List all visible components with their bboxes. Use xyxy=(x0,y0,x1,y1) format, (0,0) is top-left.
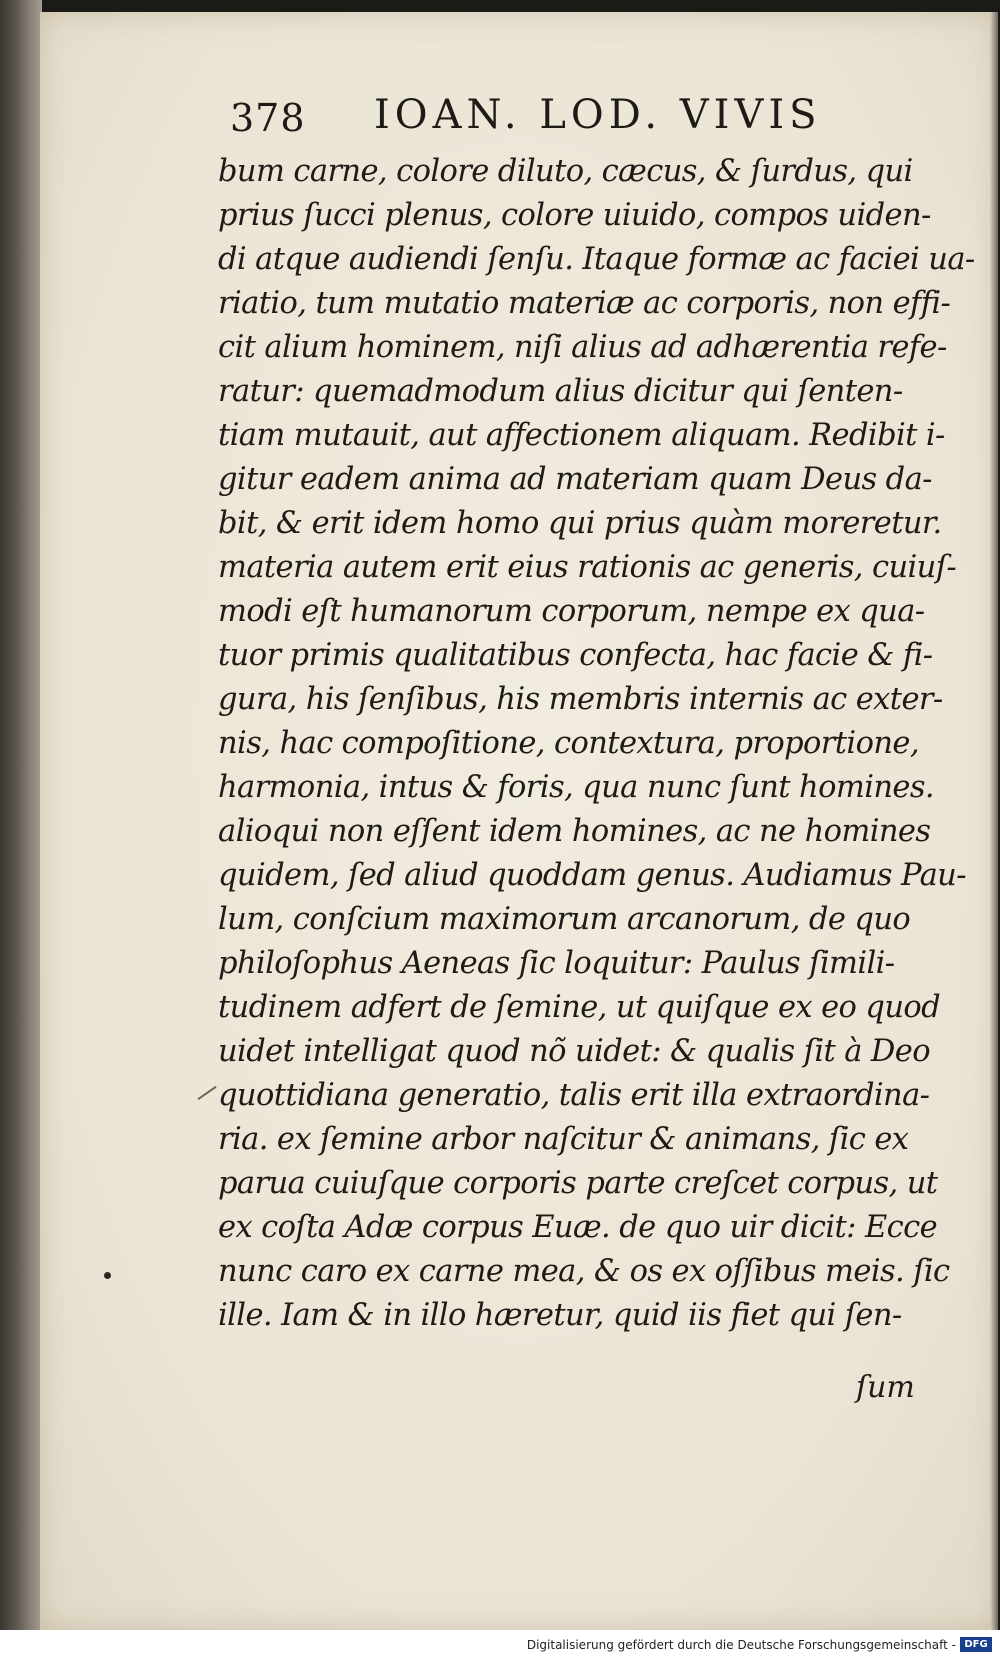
digitization-footer xyxy=(0,1630,1000,1661)
text-line: gitur eadem anima ad materiam quam Deus da- xyxy=(218,462,932,497)
ink-speck xyxy=(104,1272,111,1279)
text-line: quidem, ſed aliud quoddam genus. Audiamus Pau- xyxy=(218,858,966,893)
text-line: harmonia, intus & foris, qua nunc ſunt homines. xyxy=(218,770,934,805)
text-line: nis, hac compoſitione, contextura, proportione, xyxy=(218,726,919,761)
body-text xyxy=(218,150,975,1338)
text-line: ille. Iam & in illo hæretur, quid iis fiet qui ſen- xyxy=(218,1298,902,1333)
text-line: materia autem erit eius rationis ac generis, cuiuſ- xyxy=(218,550,957,585)
catchword: ſum xyxy=(856,1370,915,1405)
text-line: bum carne, colore diluto, cæcus, & ſurdus, qui xyxy=(218,154,913,189)
text-line: riatio, tum mutatio materiæ ac corporis, non effi- xyxy=(218,286,951,321)
text-line: philoſophus Aeneas ſic loquitur: Paulus ſimili- xyxy=(218,946,895,981)
text-line: quottidiana generatio, talis erit illa extraordina- xyxy=(218,1078,930,1113)
text-line: di atque audiendi ſenſu. Itaque formæ ac faciei ua- xyxy=(218,242,975,277)
text-line: ria. ex ſemine arbor naſcitur & animans, ſic ex xyxy=(218,1122,909,1157)
text-line: tiam mutauit, aut affectionem aliquam. Redibit i- xyxy=(218,418,945,453)
text-line: bit, & erit idem homo qui prius quàm moreretur. xyxy=(218,506,942,541)
text-line: prius ſucci plenus, colore uiuido, compos uiden- xyxy=(218,198,931,233)
text-line: uidet intelligat quod nõ uidet: & qualis ſit à Deo xyxy=(218,1034,930,1069)
text-line: ratur: quemadmodum alius dicitur qui ſenten- xyxy=(218,374,903,409)
footer-credit: Digitalisierung gefördert durch die Deutsche Forschungsgemeinschaft - xyxy=(526,1638,956,1652)
text-line: parua cuiuſque corporis parte creſcet corpus, ut xyxy=(218,1166,938,1201)
text-line: modi eſt humanorum corporum, nempe ex qua- xyxy=(218,594,925,629)
text-line: tudinem adfert de ſemine, ut quiſque ex eo quod xyxy=(218,990,941,1025)
text-line: ex coſta Adæ corpus Euæ. de quo uir dicit: Ecce xyxy=(218,1210,938,1245)
text-line: lum, conſcium maximorum arcanorum, de quo xyxy=(218,902,911,937)
page-number: 378 xyxy=(230,96,306,140)
dfg-logo-icon: DFG xyxy=(960,1637,992,1652)
binding-shadow xyxy=(0,0,42,1630)
text-line: cit alium hominem, niſi alius ad adhærentia refe- xyxy=(218,330,947,365)
running-head xyxy=(230,88,870,148)
text-line: nunc caro ex carne mea, & os ex oſſibus meis. ſic xyxy=(218,1254,950,1289)
text-line: gura, his ſenſibus, his membris internis ac exter- xyxy=(218,682,943,717)
text-line: alioqui non eſſent idem homines, ac ne homines xyxy=(218,814,931,849)
running-title: IOAN. LOD. VIVIS xyxy=(374,92,822,138)
text-line: tuor primis qualitatibus confecta, hac facie & fi- xyxy=(218,638,933,673)
page-edge xyxy=(990,12,998,1630)
